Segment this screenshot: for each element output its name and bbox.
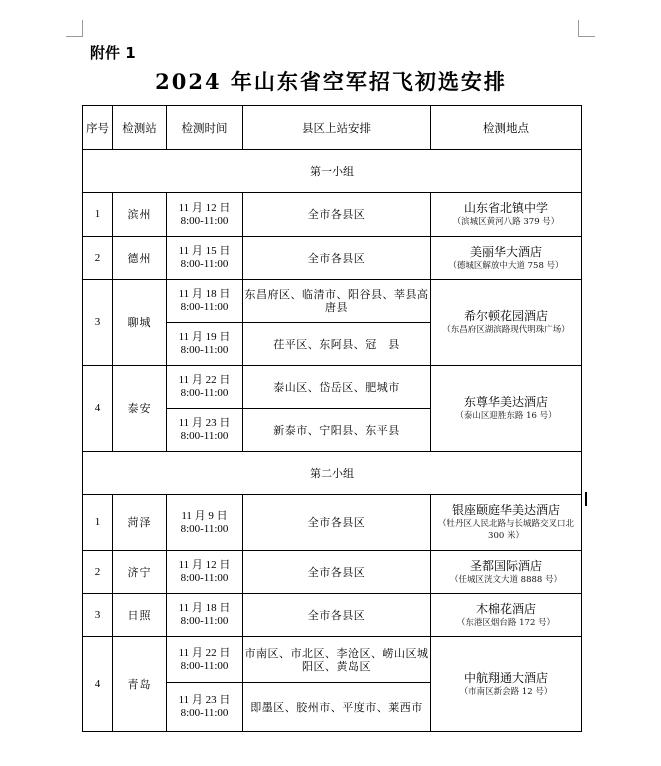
session-time bbox=[167, 637, 243, 683]
session-hours: 8:00-11:00 bbox=[180, 430, 229, 442]
table-row bbox=[83, 237, 582, 280]
location-address: （牡丹区人民北路与长城路交叉口北 300 米） bbox=[437, 519, 574, 541]
test-location bbox=[431, 237, 582, 280]
session-time bbox=[167, 409, 243, 452]
table-row bbox=[83, 637, 582, 683]
row-index: 4 bbox=[83, 366, 113, 452]
attachment-label: 附件 1 bbox=[90, 44, 136, 62]
test-location bbox=[431, 495, 582, 551]
test-location bbox=[431, 637, 582, 732]
station-name: 泰安 bbox=[113, 366, 167, 452]
row-index: 1 bbox=[83, 193, 113, 237]
session-date: 11 月 22 日 bbox=[178, 646, 231, 659]
header-index: 序号 bbox=[83, 106, 113, 150]
station-name: 滨州 bbox=[113, 193, 167, 237]
county-arrangement: 新泰市、宁阳县、东平县 bbox=[243, 409, 431, 452]
county-arrangement: 全市各县区 bbox=[243, 237, 431, 280]
session-time bbox=[167, 193, 243, 237]
schedule-table bbox=[82, 105, 582, 732]
test-location bbox=[431, 594, 582, 637]
table-row bbox=[83, 280, 582, 323]
table-row bbox=[83, 495, 582, 551]
county-arrangement: 东昌府区、临清市、阳谷县、莘县高唐县 bbox=[243, 280, 431, 323]
county-arrangement: 泰山区、岱岳区、肥城市 bbox=[243, 366, 431, 409]
session-hours: 8:00-11:00 bbox=[180, 344, 229, 356]
crop-mark-top-right bbox=[578, 20, 595, 37]
station-name: 聊城 bbox=[113, 280, 167, 366]
row-index: 3 bbox=[83, 594, 113, 637]
station-name: 济宁 bbox=[113, 551, 167, 594]
station-name: 德州 bbox=[113, 237, 167, 280]
location-address: （市南区新会路 12 号） bbox=[459, 686, 553, 697]
session-hours: 8:00-11:00 bbox=[180, 707, 229, 719]
location-name: 希尔顿花园酒店 bbox=[463, 309, 548, 323]
table-row bbox=[83, 193, 582, 237]
session-date: 11 月 23 日 bbox=[178, 417, 231, 429]
session-date: 11 月 15 日 bbox=[178, 245, 231, 257]
session-hours: 8:00-11:00 bbox=[180, 214, 229, 227]
session-date: 11 月 22 日 bbox=[178, 374, 231, 386]
session-hours: 8:00-11:00 bbox=[180, 659, 229, 672]
location-address: （东昌府区湖滨路现代明珠广场） bbox=[442, 325, 570, 335]
document-title: 2024 年山东省空军招飞初选安排 bbox=[155, 69, 507, 94]
county-arrangement: 茌平区、东阿县、冠 县 bbox=[243, 323, 431, 366]
test-location bbox=[431, 366, 582, 452]
county-arrangement: 全市各县区 bbox=[243, 551, 431, 594]
session-hours: 8:00-11:00 bbox=[180, 522, 229, 535]
session-time bbox=[167, 551, 243, 594]
crop-mark-top-left bbox=[66, 20, 83, 37]
location-address: （东港区烟台路 172 号） bbox=[456, 617, 556, 628]
header-time: 检测时间 bbox=[167, 106, 243, 150]
location-address: （德城区解放中大道 758 号） bbox=[448, 260, 564, 271]
row-index: 2 bbox=[83, 237, 113, 280]
county-arrangement: 全市各县区 bbox=[243, 193, 431, 237]
station-name: 青岛 bbox=[113, 637, 167, 732]
session-date: 11 月 18 日 bbox=[178, 288, 231, 300]
session-date: 11 月 18 日 bbox=[178, 602, 231, 614]
header-location: 检测地点 bbox=[431, 106, 582, 150]
test-location bbox=[431, 193, 582, 237]
test-location bbox=[431, 280, 582, 366]
session-hours: 8:00-11:00 bbox=[180, 572, 229, 584]
session-date: 11 月 12 日 bbox=[178, 559, 231, 571]
session-time bbox=[167, 683, 243, 732]
row-index: 2 bbox=[83, 551, 113, 594]
group-row bbox=[83, 150, 582, 193]
row-index: 4 bbox=[83, 637, 113, 732]
location-name: 东尊华美达酒店 bbox=[463, 395, 548, 409]
group-row bbox=[83, 452, 582, 495]
table-row bbox=[83, 594, 582, 637]
session-date: 11 月 9 日 bbox=[181, 509, 228, 522]
session-time bbox=[167, 237, 243, 280]
location-name: 银座颐庭华美达酒店 bbox=[451, 503, 560, 517]
session-time bbox=[167, 495, 243, 551]
station-name: 菏泽 bbox=[113, 495, 167, 551]
location-name: 中航翔通大酒店 bbox=[463, 670, 548, 685]
county-arrangement: 即墨区、胶州市、平度市、莱西市 bbox=[243, 683, 431, 732]
session-date: 11 月 23 日 bbox=[178, 694, 231, 706]
session-hours: 8:00-11:00 bbox=[180, 387, 229, 399]
session-time bbox=[167, 594, 243, 637]
location-name: 美丽华大酒店 bbox=[469, 244, 542, 259]
county-arrangement: 市南区、市北区、李沧区、崂山区城阳区、黄岛区 bbox=[243, 637, 431, 683]
session-time bbox=[167, 280, 243, 323]
location-name: 圣都国际酒店 bbox=[469, 558, 542, 573]
row-index: 1 bbox=[83, 495, 113, 551]
county-arrangement: 全市各县区 bbox=[243, 594, 431, 637]
session-hours: 8:00-11:00 bbox=[180, 258, 229, 270]
test-location bbox=[431, 551, 582, 594]
text-cursor bbox=[585, 492, 587, 506]
table-header-row bbox=[83, 106, 582, 150]
table-row bbox=[83, 366, 582, 409]
location-address: （滨城区黄河八路 379 号） bbox=[452, 217, 560, 227]
table-row bbox=[83, 551, 582, 594]
group-title: 第一小组 bbox=[83, 150, 582, 193]
location-name: 木棉花酒店 bbox=[475, 601, 536, 616]
county-arrangement: 全市各县区 bbox=[243, 495, 431, 551]
row-index: 3 bbox=[83, 280, 113, 366]
header-station: 检测站 bbox=[113, 106, 167, 150]
session-time bbox=[167, 323, 243, 366]
session-hours: 8:00-11:00 bbox=[180, 615, 229, 627]
location-address: （任城区洸文大道 8888 号） bbox=[449, 574, 563, 585]
group-title: 第二小组 bbox=[83, 452, 582, 495]
session-date: 11 月 19 日 bbox=[178, 331, 231, 343]
location-name: 山东省北镇中学 bbox=[463, 201, 548, 215]
session-date: 11 月 12 日 bbox=[178, 201, 231, 214]
header-arrangement: 县区上站安排 bbox=[243, 106, 431, 150]
session-time bbox=[167, 366, 243, 409]
session-hours: 8:00-11:00 bbox=[180, 301, 229, 313]
location-address: （泰山区迎胜东路 16 号） bbox=[455, 411, 557, 421]
station-name: 日照 bbox=[113, 594, 167, 637]
